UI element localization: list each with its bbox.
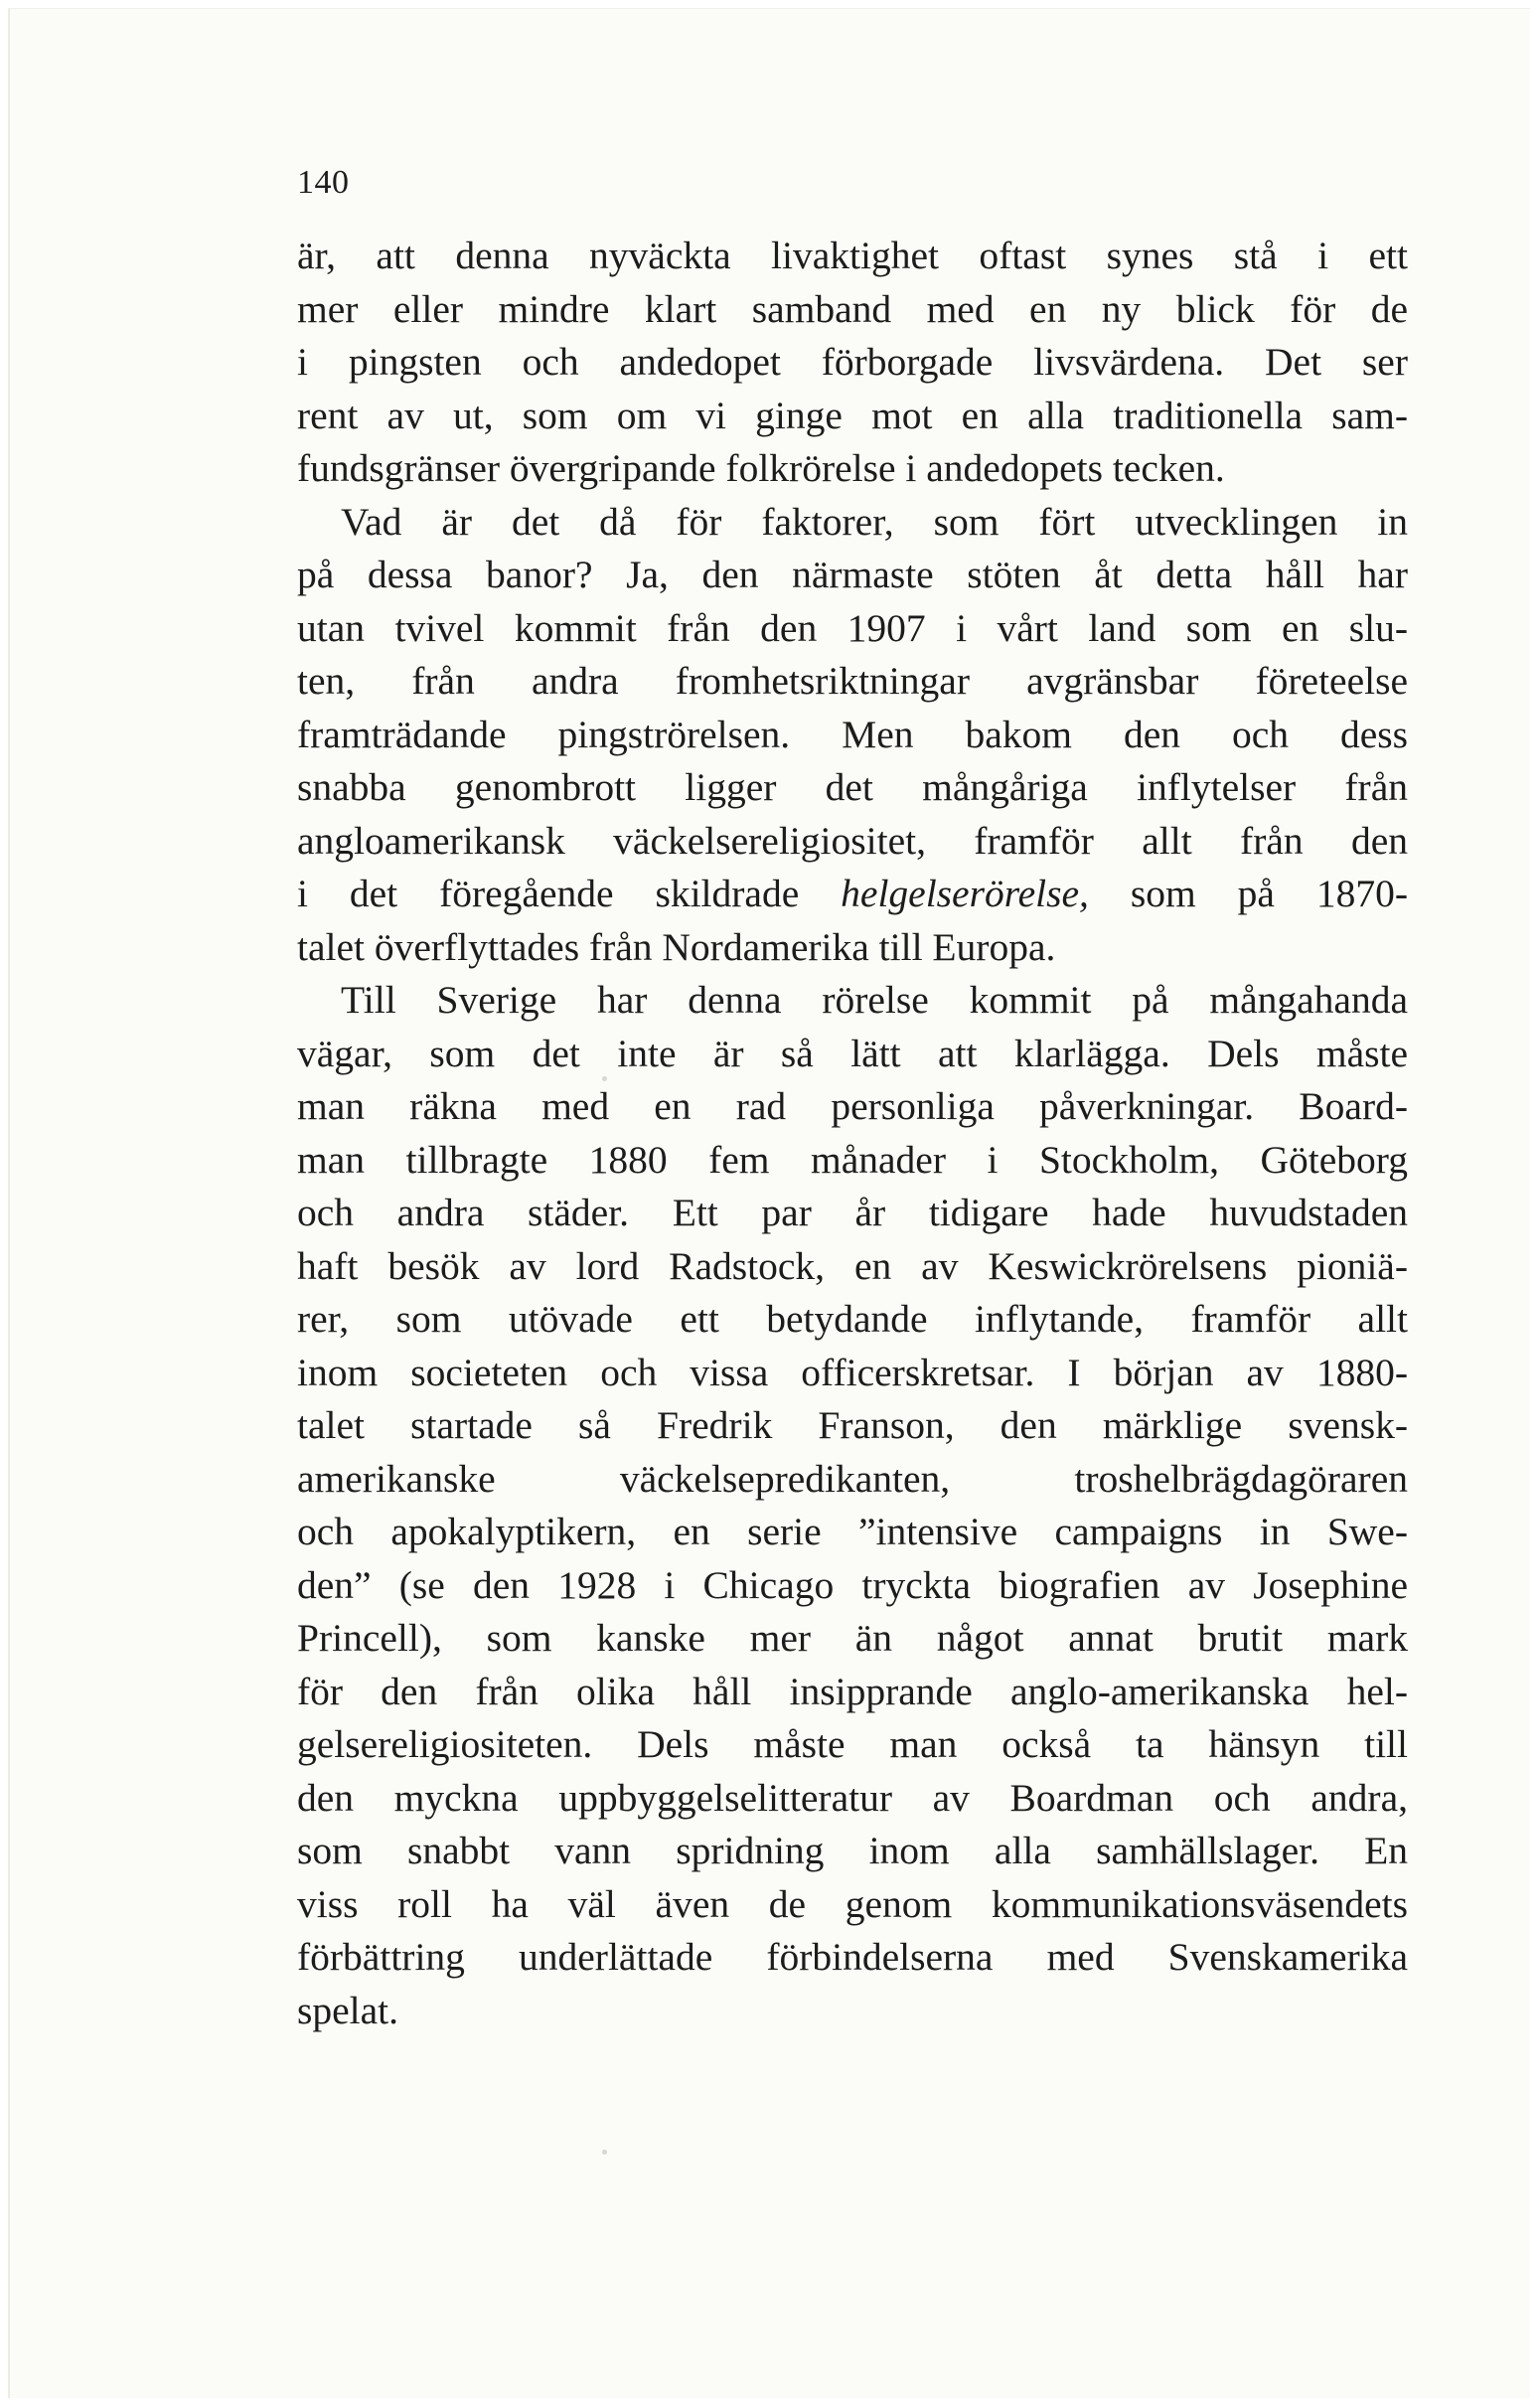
text-line: och andra städer. Ett par år tidigare hade huvudstaden: [297, 1191, 1408, 1234]
text-line: Till Sverige har denna rörelse kommit på mångahanda: [341, 978, 1408, 1022]
text-line: viss roll ha väl även de genom kommunikationsväsendets: [297, 1881, 1408, 1926]
text-line: den myckna uppbyggelselitteratur av Boardman och andra,: [297, 1775, 1408, 1820]
text-line: för den från olika håll insipprande anglo-amerikanska hel-: [297, 1669, 1408, 1713]
text-line: utan tvivel kommit från den 1907 i vårt land som en slu-: [297, 605, 1408, 650]
text-line: den” (se den 1928 i Chicago tryckta biografien av Josephine: [297, 1562, 1408, 1607]
text-line: haft besök av lord Radstock, en av Keswickrörelsens pioniä-: [297, 1243, 1408, 1288]
text-line: Princell), som kanske mer än något annat brutit mark: [297, 1616, 1408, 1660]
text-line: fundsgränser övergripande folkrörelse i andedopets tecken.: [297, 446, 1225, 490]
text-line: rer, som utövade ett betydande inflytande, framför allt: [297, 1297, 1408, 1341]
text-run: som på 1870-: [1088, 872, 1408, 915]
text-line: snabba genombrott ligger det mångåriga inflytelser från: [297, 765, 1408, 809]
text-line-with-italic: [297, 868, 1408, 921]
text-line: man tillbragte 1880 fem månader i Stockholm, Göteborg: [297, 1137, 1408, 1182]
page-body-text: [297, 230, 1408, 2037]
text-line: Vad är det då för faktorer, som fört utvecklingen in: [341, 499, 1408, 544]
text-line: talet överflyttades från Nordamerika till Europa.: [297, 924, 1056, 969]
text-line: spelat.: [297, 1988, 399, 2032]
text-line: och apokalyptikern, en serie ”intensive campaigns in Swe-: [297, 1510, 1408, 1553]
text-line: vägar, som det inte är så lätt att klarlägga. Dels måste: [297, 1031, 1408, 1075]
page-number: 140: [297, 164, 350, 201]
text-run: i det föregående skildrade: [297, 872, 842, 915]
text-line: rent av ut, som om vi ginge mot en alla traditionella sam-: [297, 393, 1408, 437]
text-line: man räkna med en rad personliga påverkningar. Board-: [297, 1084, 1408, 1128]
text-line: amerikanske väckelsepredikanten, troshelbrägdagöraren: [297, 1456, 1408, 1501]
paper-speck: [602, 1076, 607, 1081]
text-line: framträdande pingströrelsen. Men bakom den och dess: [297, 712, 1408, 756]
text-line: är, att denna nyväckta livaktighet oftast synes stå i ett: [297, 234, 1408, 277]
book-page: [8, 8, 1530, 2398]
text-line: ten, från andra fromhetsriktningar avgränsbar företeelse: [297, 659, 1408, 703]
text-line: i pingsten och andedopet förborgade livsvärdena. Det ser: [297, 340, 1408, 384]
text-line: gelsereligiositeten. Dels måste man också ta hänsyn till: [297, 1722, 1408, 1766]
text-line: angloamerikansk väckelsereligiositet, framför allt från den: [297, 818, 1408, 863]
text-line: mer eller mindre klart samband med en ny blick för de: [297, 286, 1408, 331]
text-line: talet startade så Fredrik Franson, den märklige svensk-: [297, 1403, 1408, 1447]
text-line: inom societeten och vissa officerskretsar. I början av 1880-: [297, 1350, 1408, 1394]
text-line: som snabbt vann spridning inom alla samhällslager. En: [297, 1829, 1408, 1872]
italic-term: helgelserörelse,: [841, 872, 1089, 915]
text-line: förbättring underlättade förbindelserna med Svenskamerika: [297, 1935, 1408, 1979]
paper-speck: [602, 2150, 607, 2155]
text-line: på dessa banor? Ja, den närmaste stöten åt detta håll har: [297, 553, 1408, 596]
